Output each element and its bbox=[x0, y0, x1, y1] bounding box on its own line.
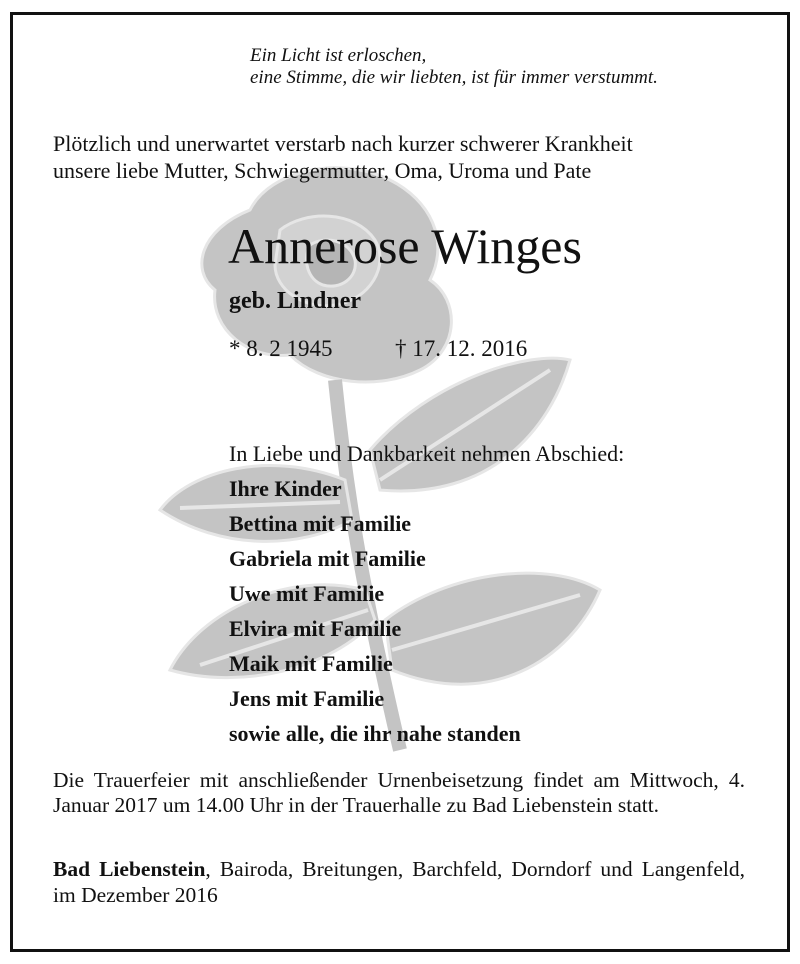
mourner-line: Gabriela mit Familie bbox=[229, 546, 426, 571]
mourner-line: Jens mit Familie bbox=[229, 686, 385, 711]
birth-date: * 8. 2 1945 bbox=[229, 336, 333, 361]
verse-line: eine Stimme, die wir liebten, ist für immer verstummt. bbox=[250, 67, 658, 88]
death-date: † 17. 12. 2016 bbox=[395, 336, 528, 361]
places-and-date bbox=[53, 856, 745, 908]
deceased-name: Annerose Winges bbox=[228, 218, 582, 274]
mourner-line: Bettina mit Familie bbox=[229, 511, 412, 536]
intro-text bbox=[53, 130, 753, 184]
maiden-name: geb. Lindner bbox=[229, 288, 362, 314]
mourner-line: sowie alle, die ihr nahe standen bbox=[229, 721, 521, 746]
mourner-line: Elvira mit Familie bbox=[229, 616, 402, 641]
verse-line: Ein Licht ist erloschen, bbox=[250, 45, 427, 66]
mourners-heading: In Liebe und Dankbarkeit nehmen Abschied: bbox=[229, 441, 625, 466]
mourner-line: Maik mit Familie bbox=[229, 651, 393, 676]
places-lead: Bad Liebenstein bbox=[53, 857, 206, 881]
ceremony-notice: Die Trauerfeier mit anschließender Urnenbeisetzung findet am Mittwoch, 4. Januar 2017 um 14.00 Uhr in der Trauerhalle zu Bad Liebenstein statt. bbox=[53, 768, 745, 817]
mourner-line: Uwe mit Familie bbox=[229, 581, 385, 606]
opening-verse bbox=[250, 45, 770, 89]
places-rest: , Bairoda, Breitungen, Barchfeld, Dorndorf und Langenfeld, im Dezember 2016 bbox=[53, 857, 745, 907]
intro-line: Plötzlich und unerwartet verstarb nach kurzer schwerer Krankheit bbox=[53, 131, 633, 156]
mourner-line: Ihre Kinder bbox=[229, 476, 342, 501]
intro-line: unsere liebe Mutter, Schwiegermutter, Oma, Uroma und Pate bbox=[53, 158, 592, 183]
life-dates bbox=[229, 336, 528, 362]
mourners-list bbox=[229, 436, 749, 751]
